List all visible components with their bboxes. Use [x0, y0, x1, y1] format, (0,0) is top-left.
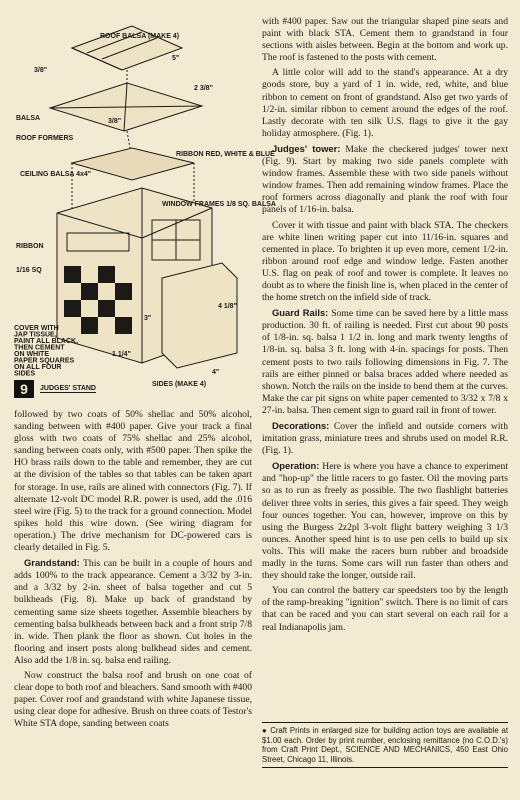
figure-number: 9: [14, 380, 34, 398]
label-roof-balsa: ROOF BALSA (MAKE 4): [100, 33, 180, 40]
label-sides: SIDES (MAKE 4): [152, 381, 207, 388]
paragraph: Now construct the balsa roof and brush on one coat of clear dope to both roof and bleachers. Sand smooth with #400 paper. Cover roof and grandstand with white Japanese tissue, using clear dope for adhesive. Brush on three coats of Testor's White STA dope, sanding between coats: [14, 669, 252, 730]
paragraph: with #400 paper. Saw out the triangular shaped pine seats and paint with black STA. Cement them to grandstand in four sections with aisles between. Begin at the bottom and work up. The roof is fastened to the posts with cement.: [262, 16, 508, 64]
bullet-icon: ●: [262, 726, 271, 735]
paragraph: Grandstand: This can be built in a couple of hours and adds 100% to the track appearance. Cement a 3/32 by 3-in. and a 3/32 by 2-in. sheet of balsa together and cut 5 bulkheads (Fig. 8). Make up back of grandstand by cementing same size sheets together. Assemble bleachers by cementing balsa bulkheads between back and a front strip 7/8 in. wide. Then plank the floor as shown. Cut holes in the flooring and insert posts along bulkhead sides and cement. Also add the 1/8 in. sq. balsa end railing.: [14, 557, 252, 666]
label-ceiling: CEILING BALSA 4x4": [20, 171, 92, 178]
figure-title: JUDGES' STAND: [40, 385, 96, 392]
left-column: [14, 409, 252, 733]
paragraph: Judges' tower: Make the checkered judges' tower next (Fig. 9). Start by making two side panels complete with window frames. Assemble these with two side panels without window frames. Then add remaining window frames. Place the roof formers across diagonally and plank the roof with four panels of 1/16-in. balsa.: [262, 142, 509, 216]
label-ribbon: RIBBON: [16, 243, 44, 250]
paragraph: Cover it with tissue and paint with black STA. The checkers are white linen writing paper cut into 11/16-in. squares and cemented in place. To brighten it up even more, cement 1/2-in. ribbon around roof edge and window ledge. Fasten another U.S. flag on peak of roof and tower is complete. It leaves no doubt as to where the finish line is, when placed in the center of the home stretch on the infield side of track.: [262, 219, 508, 304]
label-ribbon-rwb: RIBBON RED, WHITE & BLUE: [176, 151, 275, 158]
paragraph: followed by two coats of 50% shellac and 50% alcohol, sanding between with #400 paper. Give your track a final gloss with two coats of 75% shellac and 25% alcohol, sanding between coats only, with #500 paper. Then spike the HO brass rails down to the table and remember, they are cut at the division of the tables so that tables can be taken apart for storage. In use, rails are alined with connectors (Fig. 7). If alternate 12-volt DC model R.R. power is used, add the .016 steel wire (Fig. 5) to the track for a ground connection. Model spikes hold this wire down. (See wiring diagram for operation.) The drive mechanism for DC-powered cars is clearly detailed in Fig. 5.: [14, 409, 252, 554]
label-dim-1-1-4: 1 1/4": [112, 351, 131, 358]
note-text: Craft Prints in enlarged size for building action toys are available at $1.00 each. Order by print number, enclosing remittance (no C.O.D.'s) from Craft Print Dept., SCIENCE AND MECHANICS, 450 East Ohio Street, Chicago 11, Illinois.: [262, 726, 508, 764]
figure-caption: [14, 380, 96, 398]
right-column: [262, 16, 508, 637]
label-sq: 1/16 SQ: [16, 267, 42, 274]
label-dim-5: 5": [172, 55, 180, 62]
label-cover: COVER WITH JAP TISSUE, PAINT ALL BLACK, THEN CEMENT ON WHITE PAPER SQUARES ON ALL FOUR SIDES: [14, 325, 79, 378]
label-roof-formers: ROOF FORMERS: [16, 135, 74, 142]
paragraph: A little color will add to the stand's appearance. At a dry goods store, buy a yard of 1 in. wide, red, white, and blue ribbon to cement on front of grandstand. Also get two yards of 1/2-in. similar ribbon to cement around the edges of the roof. Lastly decorate with ten silk U.S. flags to give it the gay holiday atmosphere. (Fig. 1).: [262, 67, 508, 139]
label-balsa: BALSA: [16, 115, 41, 122]
label-dim-4-1-8: 4 1/8": [218, 303, 237, 310]
paragraph: Decorations: Cover the infield and outside corners with imitation grass, miniature trees and shrubs used on model R.R. (Fig. 1).: [262, 420, 508, 457]
label-dim-3-8b: 3/8": [108, 118, 122, 125]
label-dim-3: 3": [144, 315, 152, 322]
paragraph: You can control the battery car speedsters too by the length of the ramp-breaking "ignition" switch. There is no limit of cars that can be raced and you can start several on each rail for a real Indianapolis jam.: [262, 585, 508, 633]
label-dim-3-8a: 3/8": [34, 67, 48, 74]
label-window-frames: WINDOW FRAMES 1/8 SQ. BALSA: [162, 201, 276, 208]
judges-stand-drawing: [12, 8, 276, 403]
paragraph: Guard Rails: Some time can be saved here by a little mass production. 30 ft. of railing is needed. First cut about 90 posts of 1/8-in. sq. balsa 1 1/2 in. long and mark twenty lengths of 1/8-in. sq. balsa 3 ft. long with 4-in. spacings for posts. Then cement posts to two rails following dimensions in Fig. 7. The rails are either pinned or balsa braces added where needed as shown. Notch the rails on the inside to bend them at the curves. Make the car pit signs on white paper cemented to 3/32 x 7/8 x 27-in. balsa. Then cement sign to guard rail in front of tower.: [262, 307, 508, 416]
label-dim-4: 4": [212, 369, 220, 376]
craft-prints-note: [262, 722, 508, 768]
label-dim-2-3-8: 2 3/8": [194, 85, 213, 92]
paragraph: Operation: Here is where you have a chance to experiment and "hop-up" the little racers to go faster. Oil the moving parts so as to run as freely as possible. The two flashlight batteries deliver three volts in series, this gives a fair speed. They weigh four ounces together. You can, however, improve on this by using the Burgess 2z2pl 3-volt flight battery weighing 3 1/3 ounces. Another speed hint is to use pen cells to build up six volts. This will make the racers burn rubber and broadside madly in the turns. Some cars will run faster than others and they should take the longer, outside rail.: [262, 460, 508, 582]
figure-judges-stand: [12, 8, 276, 403]
